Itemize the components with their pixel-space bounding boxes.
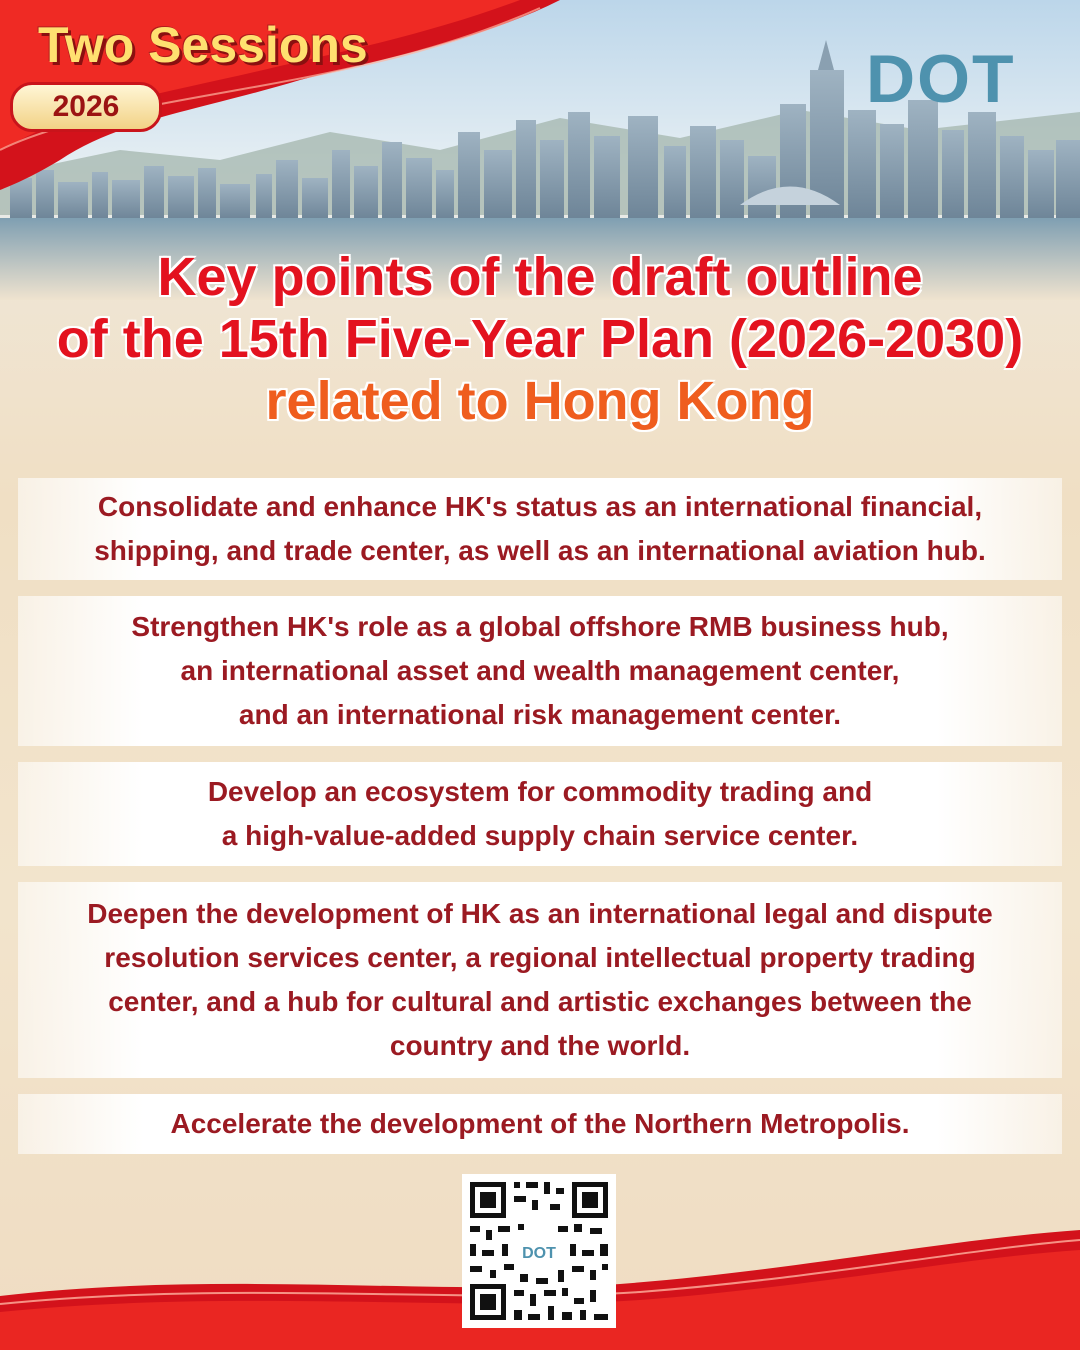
key-point-1	[18, 478, 1062, 580]
qr-logo-text: DOT	[522, 1245, 556, 1262]
headline	[0, 246, 1080, 432]
key-point-text: Consolidate and enhance HK's status as an international financial, shipping, and trade center, as well as an international aviation hub.	[94, 491, 986, 566]
dot-logo-text: DOT	[866, 42, 1016, 108]
qr-code[interactable]	[462, 1174, 616, 1328]
dot-logo	[862, 42, 1054, 108]
key-point-4	[18, 882, 1062, 1078]
key-point-5	[18, 1094, 1062, 1154]
year-badge: 2026	[10, 82, 162, 132]
headline-line-3: related to Hong Kong	[265, 371, 815, 431]
key-point-text: Accelerate the development of the Northern Metropolis.	[170, 1108, 910, 1139]
headline-line-2: of the 15th Five-Year Plan (2026-2030)	[56, 309, 1024, 369]
key-point-text: Strengthen HK's role as a global offshore RMB business hub, an international asset and wealth management center, and an international risk management center.	[131, 611, 949, 730]
two-sessions-title: Two Sessions	[38, 17, 368, 73]
key-point-text: Deepen the development of HK as an international legal and dispute resolution services center, a regional intellectual property trading center, and a hub for cultural and artistic exchanges between the country and the world.	[87, 898, 993, 1061]
key-point-2	[18, 596, 1062, 746]
headline-line-1: Key points of the draft outline	[157, 247, 923, 307]
key-point-3	[18, 762, 1062, 866]
key-point-text: Develop an ecosystem for commodity trading and a high-value-added supply chain service center.	[207, 776, 873, 851]
